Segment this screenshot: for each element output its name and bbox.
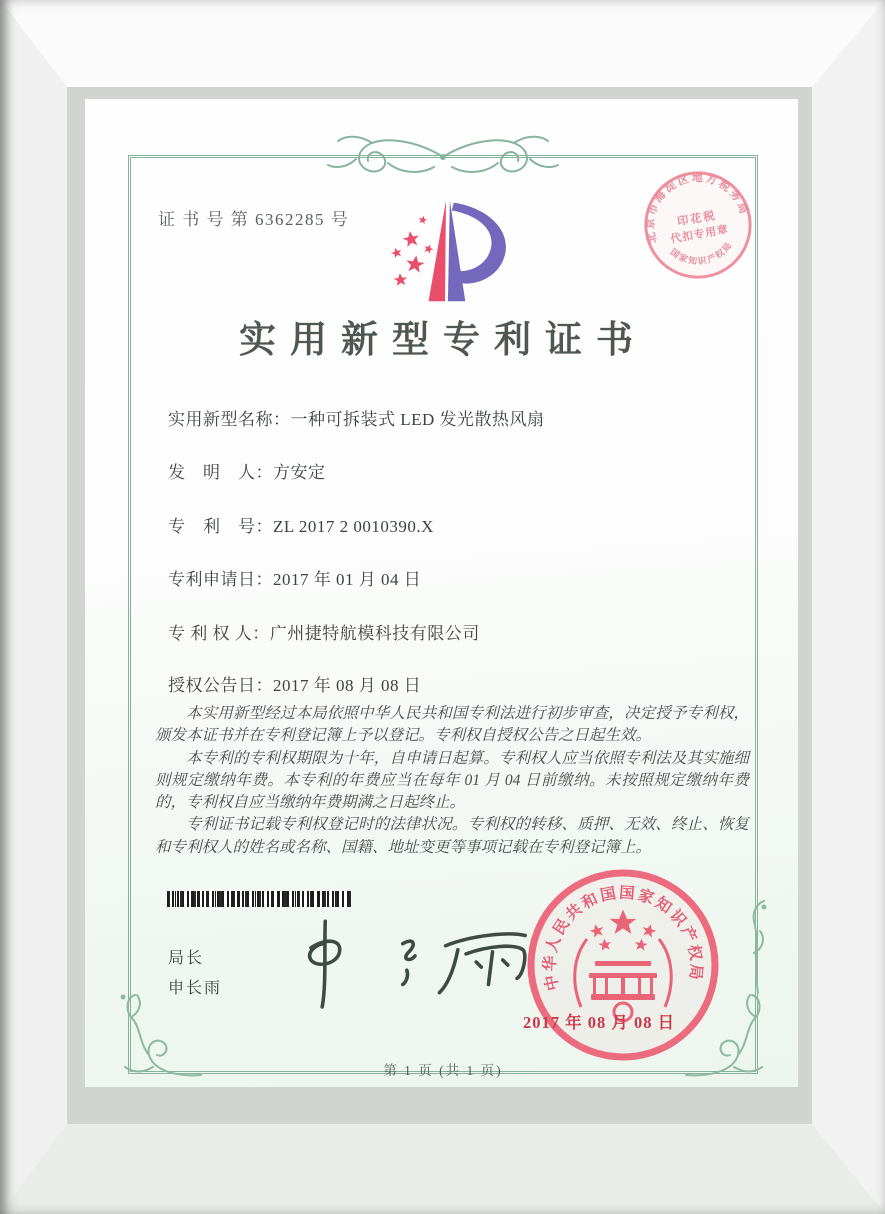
- commissioner-signature: [280, 909, 550, 1011]
- page-number: 第 1 页 (共 1 页): [383, 1063, 503, 1078]
- field-value: ZL 2017 2 0010390.X: [273, 517, 434, 536]
- field-row-patent-number: [168, 512, 434, 537]
- field-label: 专 利 权 人：: [168, 624, 270, 643]
- certificate-title: 实用新型专利证书: [239, 320, 647, 361]
- barcode: [167, 891, 351, 907]
- paragraph: 本专利的专利权期限为十年，自申请日起算。专利权人应当依照专利法及其实施细则规定缴纳年费。本专利的年费应当在每年 01 月 04 日前缴纳。未按照规定缴纳年费的，专利权自应当缴纳年费期满之日起终止。: [155, 749, 749, 812]
- paragraph: 专利证书记载专利权登记时的法律状况。专利权的转移、质押、无效、终止、恢复和专利权人的姓名或名称、国籍、地址变更等事项记载在专利登记簿上。: [155, 816, 749, 856]
- tax-seal-center-1: 印花税: [676, 209, 718, 229]
- cnipa-logo-icon: [372, 193, 518, 309]
- paragraph: 本实用新型经过本局依照中华人民共和国专利法进行初步审查，决定授予专利权，颁发本证书并在专利登记簿上予以登记。专利权自授权公告之日起生效。: [155, 705, 749, 745]
- field-label: 授权公告日：: [168, 676, 273, 695]
- issue-date: 2017 年 08 月 08 日: [523, 1013, 676, 1032]
- field-row-filing-date: [168, 565, 421, 590]
- tax-seal-center-2: 代扣专用章: [669, 223, 730, 246]
- legal-text: [155, 703, 749, 859]
- field-row-inventor: [168, 458, 326, 483]
- signer-name: 申长雨: [168, 980, 223, 997]
- tax-seal-arc-top: 北京市海淀区地方税务局: [644, 172, 751, 245]
- field-value: 2017 年 08 月 08 日: [273, 676, 422, 695]
- field-label: 专 利 号：: [168, 517, 273, 536]
- stamp-tax-seal: [639, 166, 757, 284]
- seal-arc-text: 中华人民共和国国家知识产权局: [541, 884, 705, 993]
- certificate-number: 证 书 号 第 6362285 号: [158, 210, 350, 229]
- cnipa-official-seal: [523, 865, 723, 1065]
- field-label: 实用新型名称：: [168, 410, 291, 429]
- certificate-paper: [85, 99, 798, 1087]
- field-value: 广州捷特航模科技有限公司: [269, 624, 480, 643]
- field-value: 一种可拆装式 LED 发光散热风扇: [290, 410, 545, 429]
- field-label: 专利申请日：: [168, 570, 273, 589]
- field-value: 2017 年 01 月 04 日: [273, 570, 422, 589]
- field-label: 发 明 人：: [168, 463, 273, 482]
- signer-block: [168, 944, 222, 1004]
- tax-seal-arc-bottom: 国家知识产权局: [668, 239, 735, 267]
- signer-title: 局长: [168, 950, 205, 967]
- field-row-patentee: [168, 619, 480, 644]
- top-border-ornament-icon: [268, 133, 618, 179]
- field-row-utility-model-name: [168, 405, 545, 430]
- field-value: 方安定: [273, 463, 326, 482]
- field-row-grant-date: [168, 671, 421, 696]
